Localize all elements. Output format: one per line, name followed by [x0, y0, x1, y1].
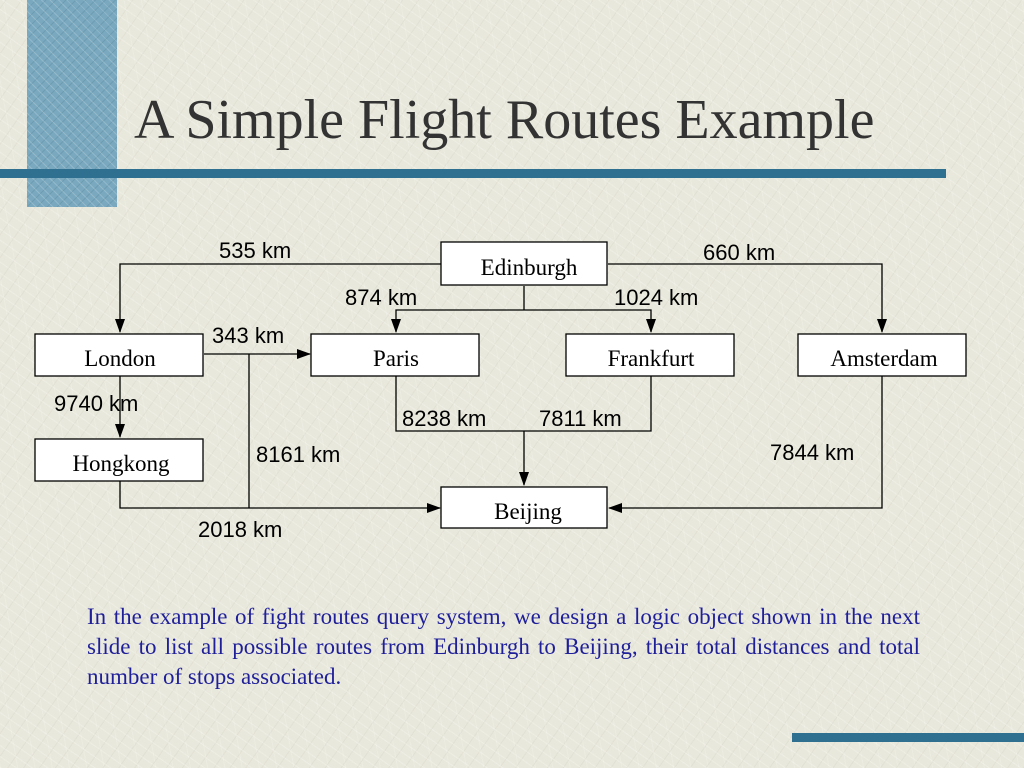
node-label-edinburgh: Edinburgh	[480, 255, 578, 280]
edge-label-london-hongkong: 9740 km	[54, 391, 139, 416]
node-amsterdam	[798, 334, 966, 376]
edge-label-edinburgh-amsterdam: 660 km	[703, 240, 776, 265]
node-label-beijing: Beijing	[494, 499, 562, 524]
node-edinburgh	[441, 242, 607, 285]
node-label-paris: Paris	[373, 346, 419, 371]
node-label-hongkong: Hongkong	[72, 451, 170, 476]
node-london	[35, 334, 203, 376]
slide-title: A Simple Flight Routes Example	[134, 89, 875, 151]
slide-caption: In the example of fight routes query system, we design a logic object shown in the next slide to list all possible routes from Edinburgh to Beijing, their total distances and total number of stops associated.	[87, 604, 920, 689]
edge-label-frankfurt-beijing: 7811 km	[539, 406, 622, 431]
edge-edinburgh-frankfurt	[524, 310, 651, 332]
node-beijing	[441, 487, 607, 528]
node-label-london: London	[84, 346, 156, 371]
edge-label-amsterdam-beijing: 7844 km	[770, 440, 855, 465]
node-label-frankfurt: Frankfurt	[607, 346, 695, 371]
edge-hongkong-beijing	[120, 481, 440, 508]
edge-label-edinburgh-london: 535 km	[219, 238, 292, 263]
edge-label-london-paris: 343 km	[212, 323, 285, 348]
node-frankfurt	[566, 334, 734, 376]
edge-label-london-beijing: 8161 km	[256, 442, 341, 467]
node-paris	[311, 334, 479, 376]
edge-label-edinburgh-frankfurt: 1024 km	[614, 285, 699, 310]
node-label-amsterdam: Amsterdam	[830, 346, 938, 371]
edge-label-paris-beijing: 8238 km	[402, 406, 487, 431]
edge-edinburgh-paris	[396, 310, 524, 332]
node-hongkong	[35, 439, 203, 481]
edge-label-hongkong-beijing: 2018 km	[198, 517, 283, 542]
edge-label-edinburgh-paris: 874 km	[345, 285, 418, 310]
